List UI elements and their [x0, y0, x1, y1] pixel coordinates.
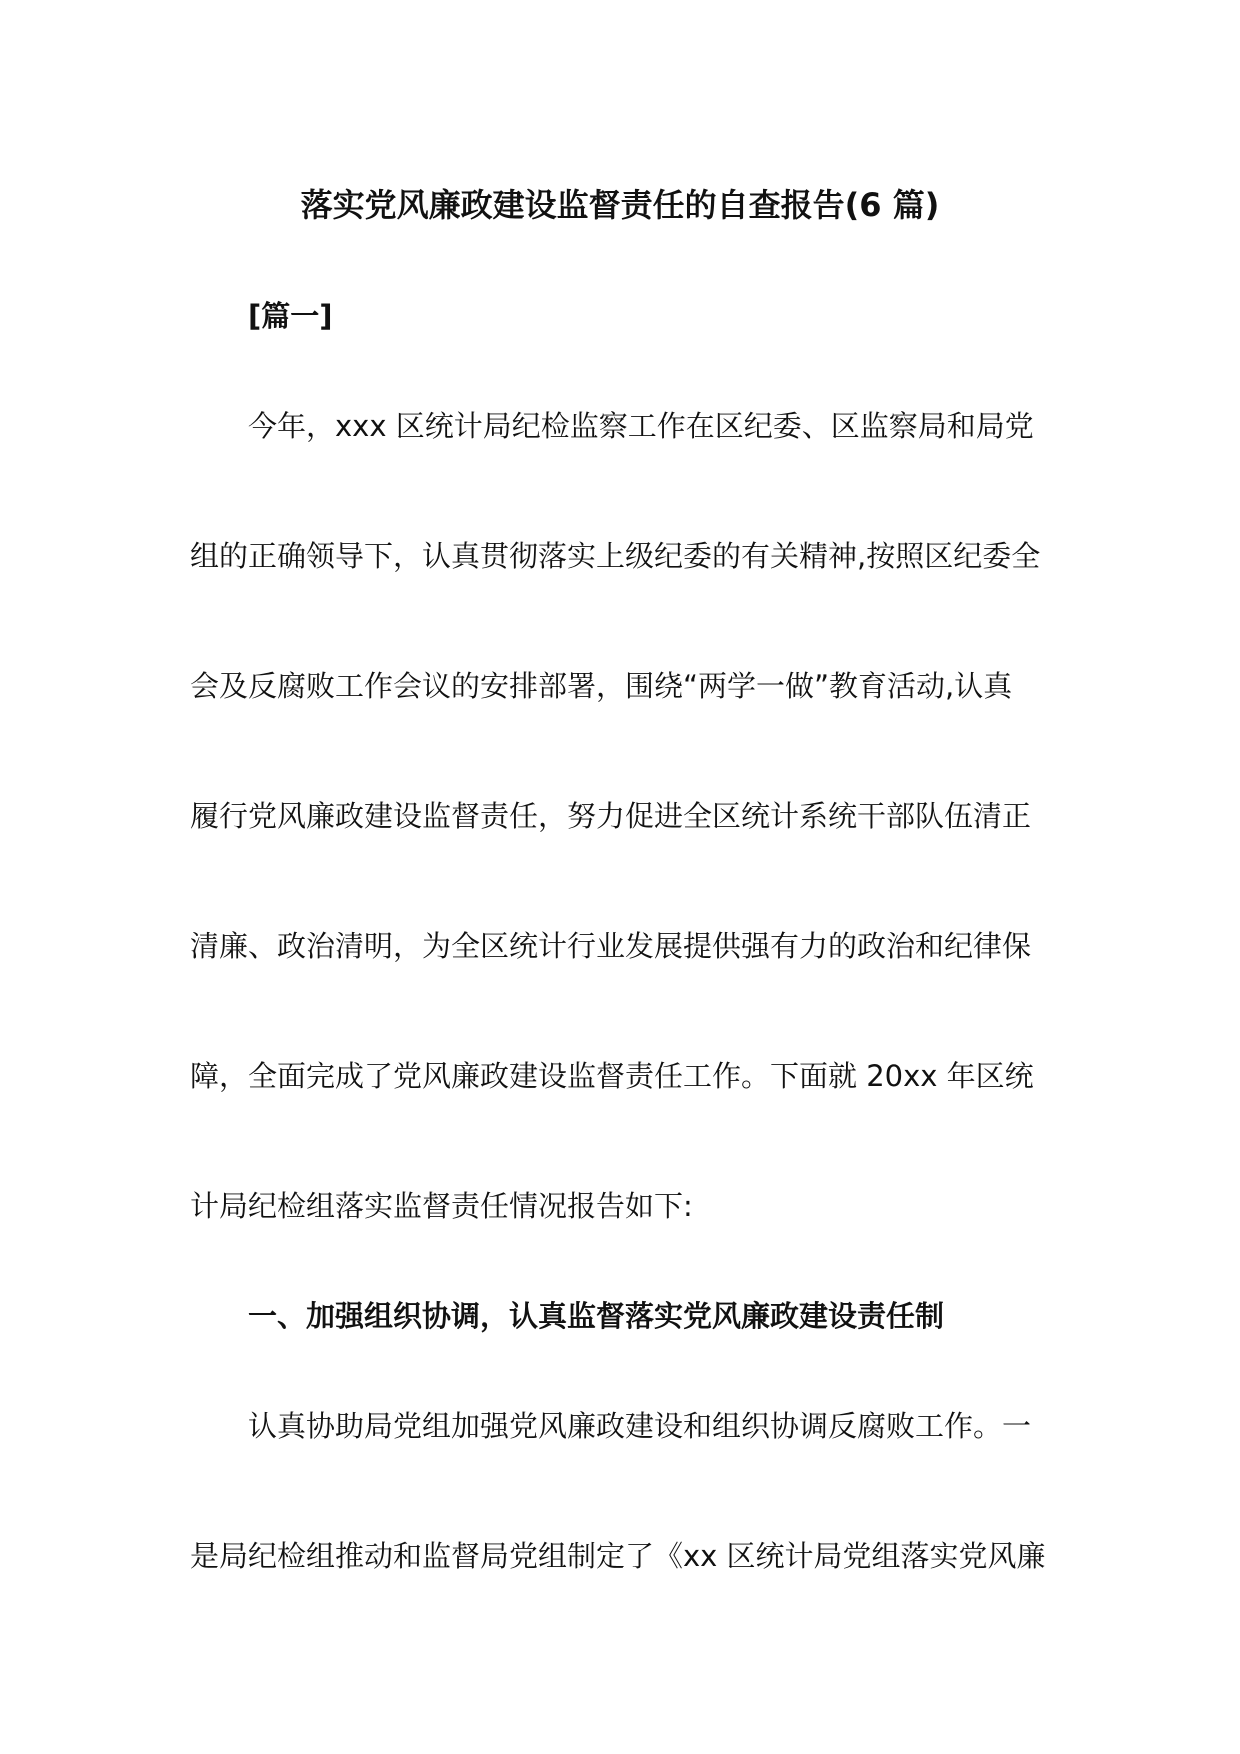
paragraph-line: 障，全面完成了党风廉政建设监督责任工作。下面就 20xx 年区统 [190, 1059, 1034, 1093]
paragraph-line: 履行党风廉政建设监督责任，努力促进全区统计系统干部队伍清正 [190, 799, 1032, 833]
paragraph-line: 认真协助局党组加强党风廉政建设和组织协调反腐败工作。一 [248, 1409, 1032, 1443]
section-heading: 一、加强组织协调，认真监督落实党风廉政建设责任制 [248, 1299, 945, 1333]
document-title: 落实党风廉政建设监督责任的自查报告(6 篇) [300, 186, 940, 224]
paragraph-line: 计局纪检组落实监督责任情况报告如下: [190, 1189, 693, 1223]
section-label: [篇一] [248, 299, 333, 333]
paragraph-line: 会及反腐败工作会议的安排部署，围绕“两学一做”教育活动,认真 [190, 669, 1013, 703]
paragraph-line: 清廉、政治清明，为全区统计行业发展提供强有力的政治和纪律保 [190, 929, 1032, 963]
paragraph-line: 组的正确领导下，认真贯彻落实上级纪委的有关精神,按照区纪委全 [190, 539, 1041, 573]
paragraph-line: 今年，xxx 区统计局纪检监察工作在区纪委、区监察局和局党 [248, 409, 1034, 443]
paragraph-line: 是局纪检组推动和监督局党组制定了《xx 区统计局党组落实党风廉 [190, 1539, 1046, 1573]
